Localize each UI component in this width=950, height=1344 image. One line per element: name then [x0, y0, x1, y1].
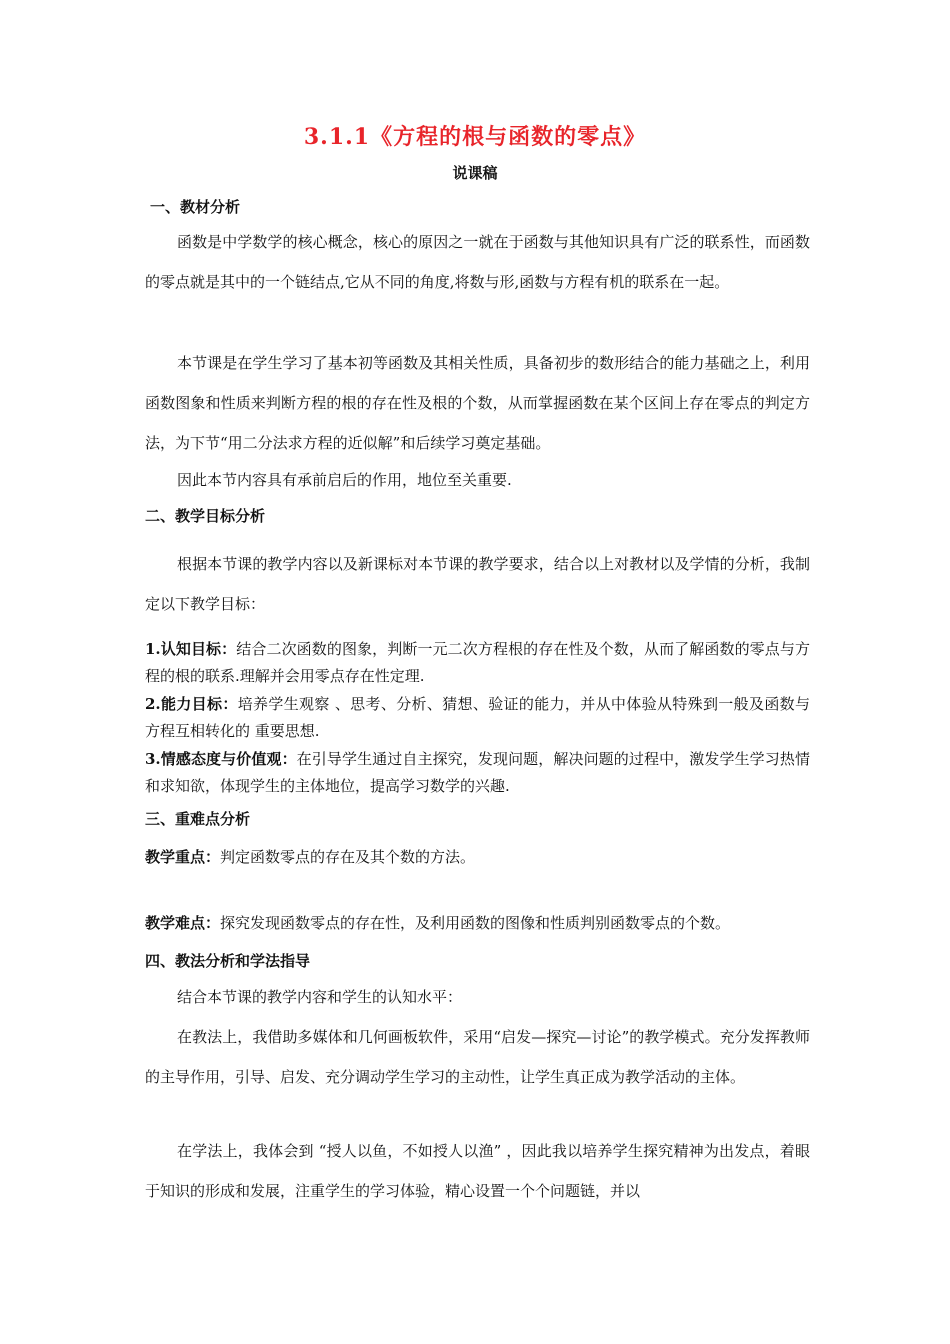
goal-1-label: 1.认知目标： [145, 640, 237, 658]
paragraph-1: 函数是中学数学的核心概念，核心的原因之一就在于函数与其他知识具有广泛的联系性，而函数的零点就是其中的一个链结点,它从不同的角度,将数与形,函数与方程有机的联系在一起。 [145, 233, 810, 291]
goal-2-text: 培养学生观察 、思考、分析、猜想、验证的能力，并从中体验从特殊到一般及函数与方程互相转化的 重要思想. [145, 695, 810, 740]
difficult-point [145, 912, 815, 934]
goal-1 [145, 636, 810, 690]
difficult-point-label: 教学难点： [145, 914, 221, 932]
goal-3-label: 3.情感态度与价值观： [145, 750, 297, 768]
goal-2 [145, 691, 810, 745]
paragraph-4: 根据本节课的教学内容以及新课标对本节课的教学要求，结合以上对教材以及学情的分析，我制定以下教学目标： [145, 555, 810, 613]
goal-1-text: 结合二次函数的图象，判断一元二次方程根的存在性及个数，从而了解函数的零点与方程的根的联系.理解并会用零点存在性定理. [145, 640, 810, 685]
key-point-label: 教学重点： [145, 848, 221, 866]
section-heading-4: 四、教法分析和学法指导 [145, 952, 311, 970]
section-heading-3: 三、重难点分析 [145, 810, 251, 828]
goal-3-text: 在引导学生通过自主探究，发现问题，解决问题的过程中，激发学生学习热情和求知欲，体现学生的主体地位，提高学习数学的兴趣. [145, 750, 810, 795]
key-point [145, 846, 815, 868]
document-title: 3.1.1《方程的根与函数的零点》 [303, 124, 647, 150]
section-heading-2: 二、教学目标分析 [145, 507, 266, 525]
goal-2-label: 2.能力目标： [145, 695, 238, 713]
paragraph-6: 在教法上，我借助多媒体和几何画板软件，采用“启发—探究—讨论”的教学模式。充分发挥教师的主导作用，引导、启发、充分调动学生学习的主动性，让学生真正成为教学活动的主体。 [145, 1028, 810, 1086]
paragraph-7: 在学法上，我体会到 “授人以鱼，不如授人以渔” ，因此我以培养学生探究精神为出发点，着眼于知识的形成和发展，注重学生的学习体验，精心设置一个个问题链，并以 [145, 1142, 810, 1200]
paragraph-5: 结合本节课的教学内容和学生的认知水平： [177, 988, 463, 1006]
paragraph-2: 本节课是在学生学习了基本初等函数及其相关性质，具备初步的数形结合的能力基础之上，利用函数图象和性质来判断方程的根的存在性及根的个数，从而掌握函数在某个区间上存在零点的判定方法，为下节“用二分法求方程的近似解”和后续学习奠定基础。 [145, 354, 810, 452]
goal-3 [145, 746, 810, 800]
key-point-text: 判定函数零点的存在及其个数的方法。 [220, 848, 476, 866]
document-subtitle: 说课稿 [452, 164, 498, 182]
section-heading-1: 一、教材分析 [150, 198, 241, 216]
paragraph-3: 因此本节内容具有承前启后的作用，地位至关重要. [177, 471, 512, 489]
difficult-point-text: 探究发现函数零点的存在性，及利用函数的图像和性质判别函数零点的个数。 [220, 914, 731, 932]
